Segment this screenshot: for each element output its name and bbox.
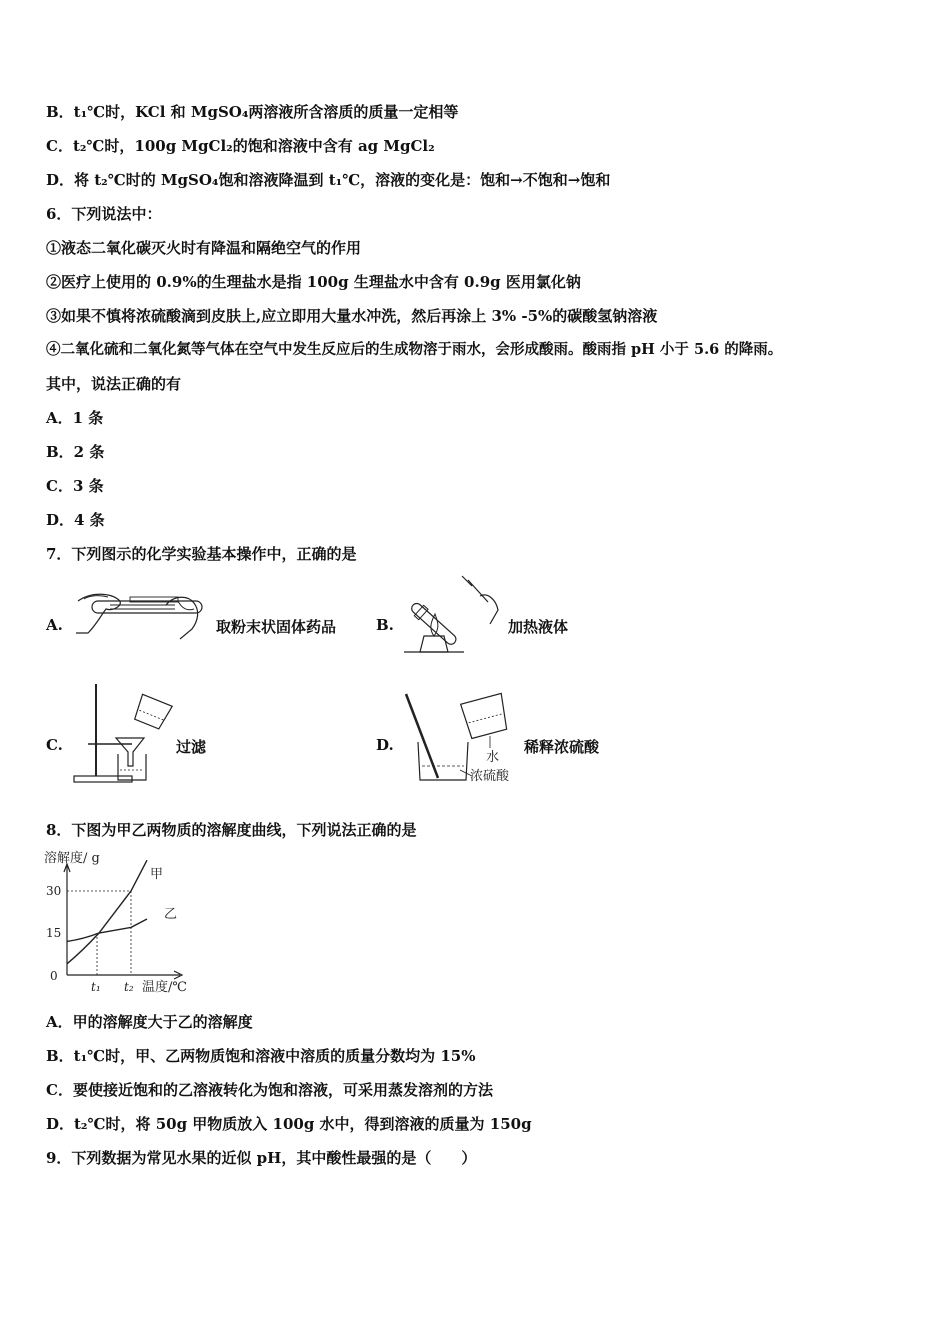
- q7-stem: 7．下列图示的化学实验基本操作中，正确的是: [46, 545, 357, 563]
- alcohol-lamp: [420, 636, 448, 652]
- y-tick-0: 0: [50, 969, 58, 983]
- q8-option-d: D．t₂℃时，将 50g 甲物质放入 100g 水中，得到溶液的质量为 150g: [46, 1115, 532, 1133]
- q6-statement-1: ①液态二氧化碳灭火时有降温和隔绝空气的作用: [46, 239, 362, 257]
- q6-stem: 6．下列说法中：: [46, 205, 162, 223]
- y-tick-30: 30: [46, 884, 62, 898]
- test-tube-holder: [414, 605, 428, 619]
- q6-option-a: A．1 条: [46, 409, 104, 427]
- series-jia-curve: [67, 860, 147, 964]
- q6-statement-4: ④二氧化硫和二氧化氮等气体在空气中发生反应后的生成物溶于雨水，会形成酸雨。酸雨指 pH 小于 5.6 的降雨。: [46, 341, 783, 358]
- q7-b-letter: B.: [376, 616, 394, 634]
- y-tick-15: 15: [46, 926, 62, 940]
- q8-stem: 8．下图为甲乙两物质的溶解度曲线，下列说法正确的是: [46, 821, 417, 839]
- q7-b-caption: 加热液体: [508, 618, 569, 636]
- x-tick-t2: t₂: [124, 980, 134, 994]
- series-yi-label: 乙: [164, 907, 178, 922]
- q7-d-caption: 稀释浓硫酸: [524, 738, 600, 756]
- q5-option-b: B．t₁℃时，KCl 和 MgSO₄两溶液所含溶质的质量一定相等: [46, 103, 459, 121]
- x-tick-t1: t₁: [91, 980, 101, 994]
- q6-option-d: D．4 条: [46, 511, 105, 529]
- q5-option-d: D．将 t₂℃时的 MgSO₄饱和溶液降温到 t₁℃，溶液的变化是：饱和→不饱和→饱和: [46, 171, 611, 189]
- q7-c-caption: 过滤: [176, 738, 207, 756]
- q6-option-c: C．3 条: [46, 477, 104, 495]
- q9-stem: 9．下列数据为常见水果的近似 pH，其中酸性最强的是（ ）: [46, 1149, 477, 1167]
- q7-c-figure: [72, 682, 182, 786]
- q6-conclusion: 其中，说法正确的有: [46, 375, 182, 393]
- q8-option-b: B．t₁℃时，甲、乙两物质饱和溶液中溶质的质量分数均为 15%: [46, 1047, 476, 1065]
- chart-y-axis-label: 溶解度/ g: [44, 851, 100, 866]
- stand-base: [74, 776, 132, 782]
- water-label: 水: [486, 750, 500, 765]
- solubility-chart: [40, 844, 200, 994]
- q5-option-c: C．t₂℃时，100g MgCl₂的饱和溶液中含有 ag MgCl₂: [46, 137, 435, 155]
- right-hand-illustration: [166, 597, 198, 639]
- q7-a-figure: [70, 583, 210, 641]
- q6-option-b: B．2 条: [46, 443, 105, 461]
- pouring-beaker: [133, 694, 172, 730]
- test-tube: [92, 601, 202, 613]
- left-hand-illustration: [76, 594, 120, 633]
- q6-statement-3: ③如果不慎将浓硫酸滴到皮肤上,应立即用大量水冲洗，然后再涂上 3% -5%的碳酸氢钠溶液: [46, 307, 658, 325]
- q7-a-caption: 取粉末状固体药品: [216, 618, 337, 636]
- test-tube: [410, 601, 458, 646]
- glass-rod: [406, 694, 438, 778]
- chart-x-axis-label: 温度/℃: [142, 980, 187, 994]
- q7-c-letter: C.: [46, 736, 63, 754]
- q8-option-a: A．甲的溶解度大于乙的溶解度: [46, 1013, 253, 1031]
- q7-a-letter: A.: [46, 616, 63, 634]
- q8-option-c: C．要使接近饱和的乙溶液转化为饱和溶液，可采用蒸发溶剂的方法: [46, 1081, 493, 1099]
- funnel: [116, 738, 144, 766]
- q7-d-letter: D.: [376, 736, 394, 754]
- q7-d-figure: [402, 690, 522, 786]
- q7-b-figure: [402, 572, 506, 656]
- series-jia-label: 甲: [150, 867, 164, 882]
- acid-label: 浓硫酸: [470, 769, 510, 784]
- q6-statement-2: ②医疗上使用的 0.9%的生理盐水是指 100g 生理盐水中含有 0.9g 医用氯化钠: [46, 273, 581, 291]
- hand-illustration: [480, 595, 498, 624]
- pouring-beaker: [461, 693, 511, 739]
